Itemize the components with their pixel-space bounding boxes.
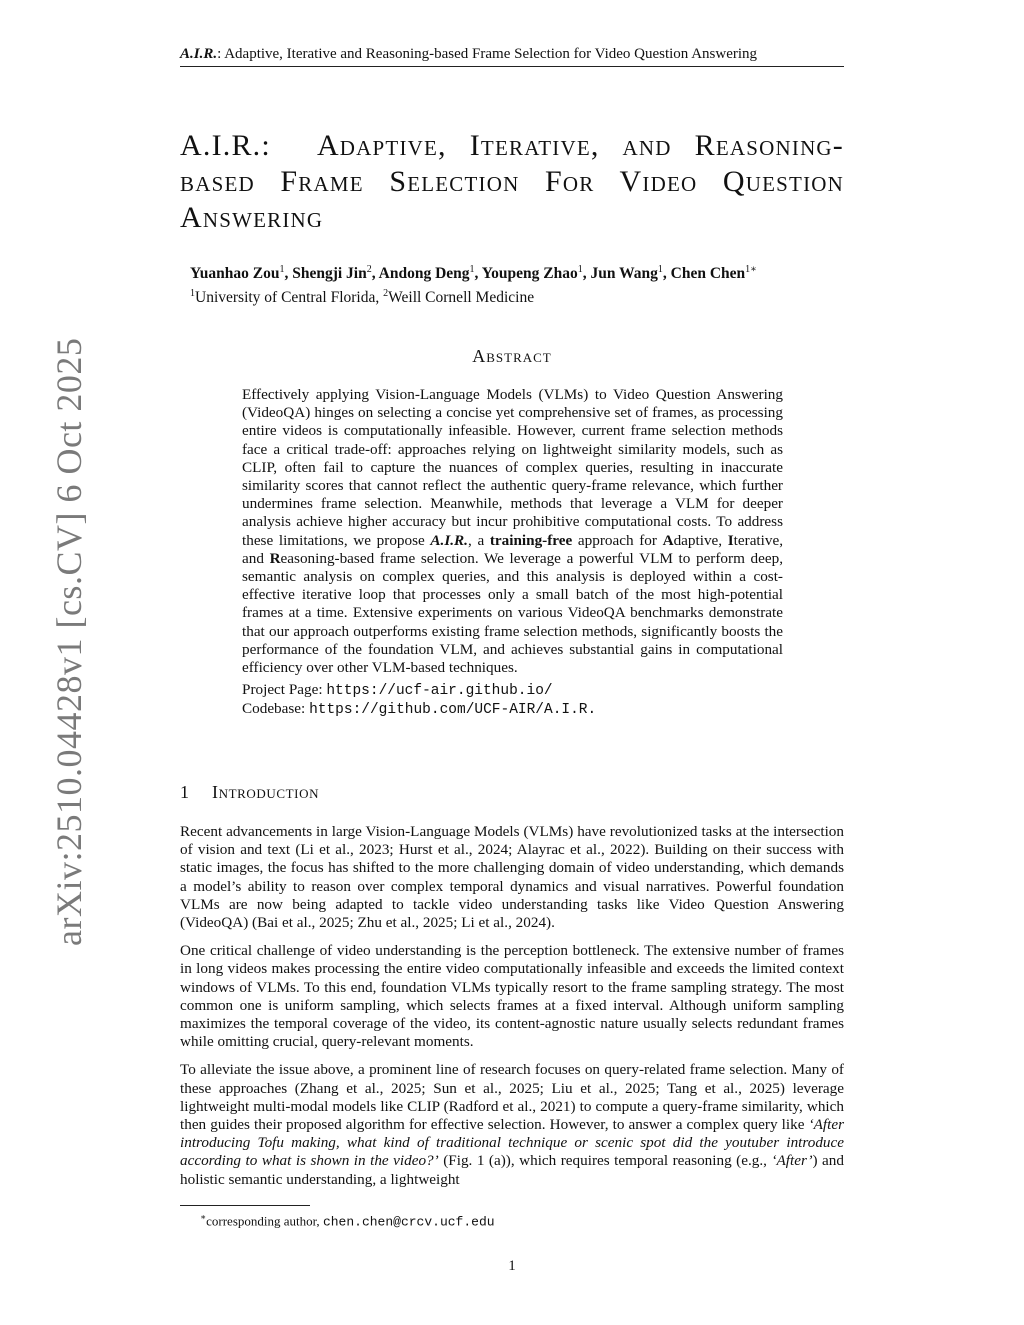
project-page-label: Project Page: xyxy=(242,681,327,699)
abstract-links xyxy=(242,681,783,719)
intro-text: (Fig. 1 (a)), which requires temporal reasoning (e.g., xyxy=(438,1152,772,1170)
abstract-paragraph xyxy=(242,386,783,677)
abstract-heading: Abstract xyxy=(472,346,552,366)
footnote-mark: ∗ xyxy=(200,1212,207,1222)
corresponding-email[interactable]: chen.chen@crcv.ucf.edu xyxy=(322,1214,495,1230)
title-prefix: A.I.R.: xyxy=(180,129,271,162)
example-query-quote: ‘After introducing Tofu making, what kind of traditional technique or scenic spot did the youtuber introduce according to what is shown in the video?’ xyxy=(180,1116,844,1170)
footnote xyxy=(200,1209,495,1230)
codebase-link[interactable]: https://github.com/UCF-AIR/A.I.R. xyxy=(309,702,597,719)
author-affiliation-mark: 1 xyxy=(279,264,285,275)
acronym-letter-r: R xyxy=(269,549,281,567)
affiliation-mark: 1 xyxy=(190,288,195,300)
author-name: Yuanhao Zou xyxy=(190,265,280,283)
section-number: 1 xyxy=(180,782,190,802)
author-name: Shengji Jin xyxy=(292,265,367,283)
affiliation-ucf: University of Central Florida, xyxy=(195,289,384,307)
author-name: Youpeng Zhao xyxy=(481,265,578,283)
author-affiliation-mark: 1 xyxy=(577,264,583,275)
author-affiliation-mark: 1 xyxy=(469,264,475,275)
author-names: Yuanhao Zou$^1$, Shengji Jin$^2$, Andong Deng$^1$, Youpeng Zhao$^1$, Jun Wang$^1$, Chen Chen$^{1∗}$ xyxy=(190,264,757,283)
page-number: 1 xyxy=(508,1258,516,1274)
running-header-title: : Adaptive, Iterative and Reasoning-based Frame Selection for Video Question Answering xyxy=(217,46,758,62)
codebase-line xyxy=(242,700,783,719)
training-free-term: training-free xyxy=(489,531,573,549)
codebase-label: Codebase: xyxy=(242,700,310,718)
introduction-body xyxy=(180,823,844,1199)
arxiv-side-stamp: arXiv:2510.04428v1 [cs.CV] 6 Oct 2025 xyxy=(49,337,89,946)
running-header-method: A.I.R. xyxy=(180,46,218,62)
running-header xyxy=(180,44,844,67)
abstract-text: daptive, xyxy=(673,531,728,549)
paper-title xyxy=(180,128,844,236)
intro-paragraph-1: Recent advancements in large Vision-Language Models (VLMs) have revolutionized tasks at the intersection of vision and text (Li et al., 2023; Hurst et al., 2024; Alayrac et al., 2022). Building on their success with static images, the focus has shifted to the more challenging domain of video understanding, which demands a model’s ability to reason over complex temporal dynamics and visual narratives. Powerful foundation VLMs are now being adapted to tackle video understanding tasks like Video Question Answering (VideoQA) (Bai et al., 2025; Zhu et al., 2025; Li et al., 2024). xyxy=(180,823,844,932)
author-name: Jun Wang xyxy=(590,265,658,283)
footnote-divider xyxy=(180,1205,310,1206)
project-page-line xyxy=(242,681,783,700)
affiliation-mark: 2 xyxy=(383,288,389,300)
author-block xyxy=(190,260,844,308)
author-affiliation-mark: 1 xyxy=(657,264,663,275)
author-name: Andong Deng xyxy=(378,265,470,283)
intro-paragraph-3 xyxy=(180,1061,844,1188)
author-affiliation-mark: 2 xyxy=(366,264,372,275)
footnote-text: corresponding author, xyxy=(206,1213,323,1229)
acronym-letter-i: I xyxy=(727,531,734,549)
title-main: Adaptive, Iterative, and Reasoning-based Frame Selection For Video Question Answering xyxy=(180,129,844,234)
intro-text: ) and holistic semantic understanding, a lightweight xyxy=(180,1152,844,1188)
acronym-letter-a: A xyxy=(662,531,674,549)
abstract-text: terative, and xyxy=(242,531,784,567)
method-name: A.I.R. xyxy=(430,531,468,549)
abstract-body xyxy=(242,386,783,720)
intro-paragraph-2: One critical challenge of video understanding is the perception bottleneck. The extensive number of frames in long videos makes processing the entire video computationally infeasible and exceeds the limited context windows of VLMs. To this end, foundation VLMs typically resort to the frame sampling strategy. The most common one is uniform sampling, which selects frames at a fixed interval. Although uniform sampling maximizes the temporal coverage of the video, its content-agnostic nature usually selects redundant frames while omitting crucial, query-relevant moments. xyxy=(180,942,844,1051)
abstract-text: , a xyxy=(467,531,490,549)
affiliations xyxy=(190,284,844,308)
abstract-text: approach for xyxy=(572,531,663,549)
intro-text: To alleviate the issue above, a prominent line of research focuses on query-related frame selection. Many of these approaches (Zhang et al., 2025; Sun et al., 2025; Liu et al., 2025; Tang et al., 2025) leverage lightweight multi-modal models like CLIP (Radford et al., 2021) to compute a query-frame similarity, which then guides their proposed algorithm for effective selection. However, to answer a complex query like xyxy=(180,1061,844,1134)
after-quote: ‘After’ xyxy=(771,1152,813,1170)
affiliation-weill-cornell: Weill Cornell Medicine xyxy=(388,289,535,307)
author-name: Chen Chen xyxy=(670,265,746,283)
abstract-text: easoning-based frame selection. We leverage a powerful VLM to perform deep, semantic analysis on complex queries, and this analysis is deployed within a cost-effective iterative loop that processes only a small batch of the most high-potential frames at a time. Extensive experiments on various VideoQA benchmarks demonstrate that our approach outperforms existing frame selection methods, significantly boosts the performance of the foundation VLM, and achieves substantial gains in computational efficiency over other VLM-based techniques. xyxy=(242,549,783,677)
project-page-link[interactable]: https://ucf-air.github.io/ xyxy=(326,683,553,700)
section-heading-introduction xyxy=(180,782,844,803)
abstract-text: Effectively applying Vision-Language Models (VLMs) to Video Question Answering (VideoQA) hinges on selecting a concise yet comprehensive set of frames, as processing entire videos is computationally infeasible. However, current frame selection methods face a critical trade-off: approaches relying on lightweight similarity models, such as CLIP, often fail to capture the nuances of complex queries, resulting in inaccurate similarity scores that cannot reflect the authentic query-frame relevance, which further undermines frame selection. Meanwhile, methods that leverage a VLM for deeper analysis achieve higher accuracy but incur prohibitive computational costs. To address these limitations, we propose xyxy=(242,386,783,549)
section-title: Introduction xyxy=(212,782,320,802)
author-affiliation-mark: 1∗ xyxy=(745,264,757,275)
